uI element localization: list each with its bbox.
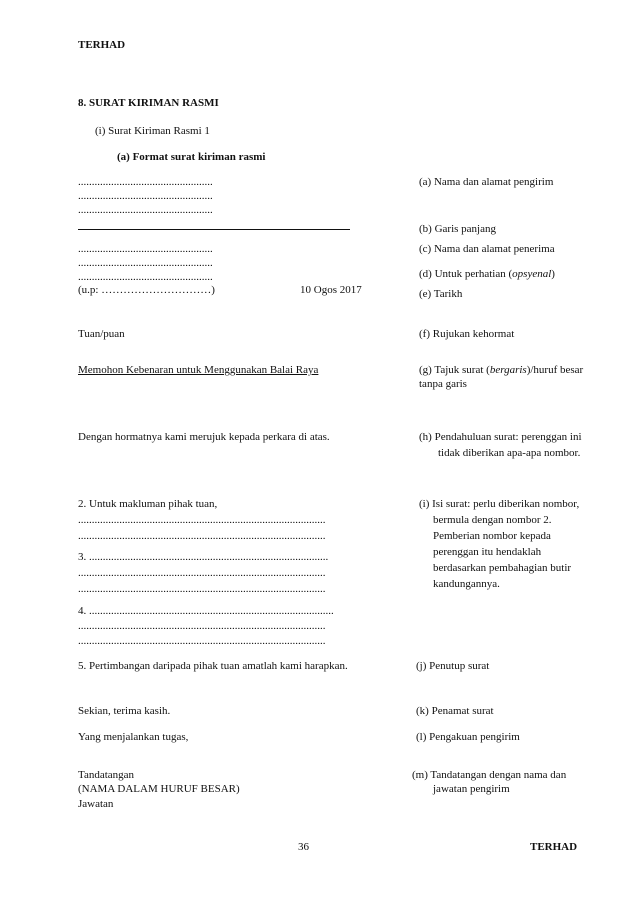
note-g-underlined: bergaris xyxy=(489,364,527,376)
note-g xyxy=(419,363,583,377)
note-j: (j) Penutup surat xyxy=(416,660,490,672)
letter-intro: Dengan hormatnya kami merujuk kepada perkara di atas. xyxy=(78,431,330,443)
note-b: (b) Garis panjang xyxy=(419,223,496,235)
paragraph-line: .......................................................................................... xyxy=(78,514,326,526)
sender-position: Jawatan xyxy=(78,798,114,810)
section-title: 8. SURAT KIRIMAN RASMI xyxy=(78,97,219,109)
note-h: (h) Pendahuluan surat: perenggan ini xyxy=(419,431,582,443)
note-g-text: (g) Tajuk surat ( xyxy=(419,364,490,376)
sender-line: ................................................. xyxy=(78,176,213,188)
note-h-line2: tidak diberikan apa-apa nombor. xyxy=(438,447,581,459)
note-i-line: kandungannya. xyxy=(433,578,500,590)
sender-line: ................................................. xyxy=(78,190,213,202)
closing: Sekian, terima kasih. xyxy=(78,705,171,717)
format-heading: (a) Format surat kiriman rasmi xyxy=(117,151,266,163)
yours-faithfully: Yang menjalankan tugas, xyxy=(78,731,189,743)
letter-date: 10 Ogos 2017 xyxy=(300,284,362,296)
attention-line: (u.p: …………………………) xyxy=(78,284,215,296)
letter-subject: Memohon Kebenaran untuk Menggunakan Balai Raya xyxy=(78,364,319,376)
note-d-optional: opsyenal xyxy=(512,268,552,280)
note-g-rest: )/huruf besar xyxy=(526,364,584,376)
note-m-line2: jawatan pengirim xyxy=(433,783,510,795)
recipient-line: ................................................. xyxy=(78,243,213,255)
note-m: (m) Tandatangan dengan nama dan xyxy=(412,769,567,781)
paragraph-line: .......................................................................................... xyxy=(78,530,326,542)
note-f: (f) Rujukan kehormat xyxy=(419,328,515,340)
salutation: Tuan/puan xyxy=(78,328,125,340)
note-g-line2: tanpa garis xyxy=(419,378,467,390)
header-classification: TERHAD xyxy=(78,39,126,51)
paragraph-line: .......................................................................................... xyxy=(78,620,326,632)
paragraph-4: 4. ......................................................................................... xyxy=(78,605,334,617)
sender-name: (NAMA DALAM HURUF BESAR) xyxy=(78,783,240,795)
note-i-line: bermula dengan nombor 2. xyxy=(433,514,552,526)
note-i-line: perenggan itu hendaklah xyxy=(433,546,542,558)
page-number: 36 xyxy=(298,841,309,853)
note-e: (e) Tarikh xyxy=(419,288,463,300)
subsection-title: (i) Surat Kiriman Rasmi 1 xyxy=(95,125,210,137)
recipient-line: ................................................. xyxy=(78,271,213,283)
recipient-line: ................................................. xyxy=(78,257,213,269)
paragraph-line: .......................................................................................... xyxy=(78,567,326,579)
note-k: (k) Penamat surat xyxy=(416,705,494,717)
note-l: (l) Pengakuan pengirim xyxy=(416,731,520,743)
signature-label: Tandatangan xyxy=(78,769,135,781)
note-i-line: berdasarkan pembahagian butir xyxy=(433,562,572,574)
paragraph-line: .......................................................................................... xyxy=(78,583,326,595)
note-c: (c) Nama dan alamat penerima xyxy=(419,243,555,255)
paragraph-5: 5. Pertimbangan daripada pihak tuan amatlah kami harapkan. xyxy=(78,660,348,672)
note-d-text: (d) Untuk perhatian ( xyxy=(419,268,513,280)
paragraph-2: 2. Untuk makluman pihak tuan, xyxy=(78,498,218,510)
note-d xyxy=(419,267,555,281)
long-line xyxy=(78,229,350,230)
paragraph-3: 3. ....................................................................................... xyxy=(78,551,329,563)
note-i: (i) Isi surat: perlu diberikan nombor, xyxy=(419,498,580,510)
note-a: (a) Nama dan alamat pengirim xyxy=(419,176,554,188)
footer-classification: TERHAD xyxy=(530,841,578,853)
paragraph-line: .......................................................................................... xyxy=(78,635,326,647)
sender-line: ................................................. xyxy=(78,204,213,216)
note-i-line: Pemberian nombor kepada xyxy=(433,530,551,542)
note-d-close: ) xyxy=(551,268,555,280)
